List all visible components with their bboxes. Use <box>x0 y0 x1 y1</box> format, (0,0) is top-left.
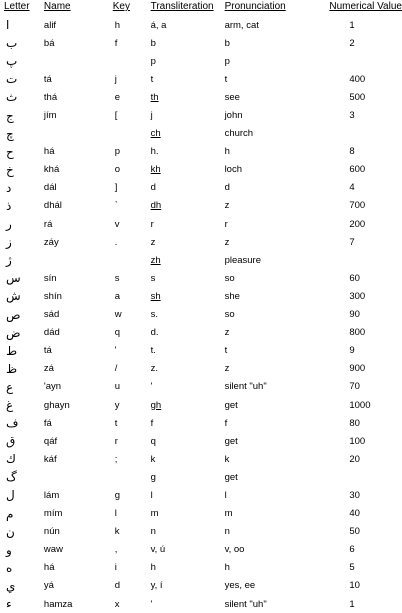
numerical-value-cell: 80 <box>349 417 360 429</box>
transliteration-text: s <box>150 272 156 284</box>
pronunciation-cell: t <box>224 345 228 357</box>
pronunciation-cell: so <box>224 272 235 284</box>
numerical-value-cell: 1 <box>349 19 355 31</box>
letter-cell: ل <box>6 488 15 503</box>
pronunciation-cell: get <box>224 435 238 447</box>
transliteration-cell <box>149 523 223 541</box>
name-cell: sín <box>43 272 57 284</box>
transliteration-cell <box>149 215 223 233</box>
transliteration-cell <box>149 595 223 613</box>
numerical-value-cell: 300 <box>349 290 366 302</box>
name-cell: 'ayn <box>43 381 62 393</box>
pronunciation-cell: z <box>224 363 230 375</box>
table-row <box>2 251 402 269</box>
transliteration-cell <box>149 16 223 34</box>
name-cell <box>42 52 111 70</box>
letter-cell: ح <box>6 144 14 159</box>
numerical-value-cell: 600 <box>349 164 366 176</box>
table-row <box>2 595 402 613</box>
numerical-value-cell: 3 <box>349 110 355 122</box>
letter-cell: ي <box>6 578 16 593</box>
key-cell: ] <box>114 182 118 194</box>
letter-cell: ژ <box>6 253 12 268</box>
name-cell: dád <box>43 327 60 339</box>
table-row <box>2 577 402 595</box>
name-cell: dál <box>43 182 57 194</box>
name-cell: tá <box>43 345 52 357</box>
letter-cell: ش <box>6 289 21 304</box>
transliteration-cell <box>149 251 223 269</box>
transliteration-text: k <box>150 453 156 465</box>
numerical-value-cell <box>327 125 402 143</box>
transliteration-cell <box>149 287 223 305</box>
pronunciation-cell: z <box>224 200 230 212</box>
name-cell: záy <box>43 236 59 248</box>
pronunciation-cell: b <box>224 37 230 49</box>
transliteration-text: ' <box>150 381 153 393</box>
numerical-value-cell: 500 <box>349 91 366 103</box>
name-cell <box>42 468 111 486</box>
letter-cell: ض <box>6 325 21 340</box>
transliteration-text: m <box>150 508 159 520</box>
transliteration-cell <box>149 468 223 486</box>
key-cell: d <box>114 580 121 592</box>
transliteration-cell <box>149 233 223 251</box>
numerical-value-cell: 900 <box>349 363 366 375</box>
pronunciation-cell: she <box>224 290 240 302</box>
key-cell: x <box>114 598 120 610</box>
table-row <box>2 215 402 233</box>
key-cell: . <box>114 236 118 248</box>
letter-cell: و <box>6 542 12 557</box>
transliteration-cell <box>149 34 223 52</box>
transliteration-cell <box>149 197 223 215</box>
numerical-value-cell: 100 <box>349 435 366 447</box>
pronunciation-cell: h <box>224 146 230 158</box>
letter-cell: ز <box>6 235 12 250</box>
header-name: Name <box>43 1 71 12</box>
transliteration-text: d <box>150 182 156 194</box>
key-cell: w <box>114 309 122 321</box>
letter-cell: ق <box>6 434 16 449</box>
pronunciation-cell: n <box>224 526 230 538</box>
key-cell: u <box>114 381 121 393</box>
table-row <box>2 70 402 88</box>
pronunciation-cell: z <box>224 236 230 248</box>
transliteration-cell <box>149 88 223 106</box>
letter-cell: ظ <box>6 361 18 376</box>
transliteration-text: v, ú <box>150 544 166 556</box>
pronunciation-cell: silent "uh" <box>224 381 267 393</box>
key-cell: j <box>114 73 117 85</box>
transliteration-cell <box>149 378 223 396</box>
table-row <box>2 414 402 432</box>
header-numerical-value: Numerical Value <box>329 1 402 12</box>
transliteration-text: h. <box>150 146 159 158</box>
key-cell: e <box>114 91 121 103</box>
letter-cell: ك <box>6 452 16 467</box>
key-cell <box>111 125 149 143</box>
transliteration-text: y, í <box>150 580 163 592</box>
transliteration-cell <box>149 396 223 414</box>
table-row <box>2 88 402 106</box>
key-cell: p <box>114 146 121 158</box>
letter-cell: س <box>6 271 21 286</box>
numerical-value-cell: 50 <box>349 526 360 538</box>
key-cell: r <box>114 435 118 447</box>
transliteration-text: th <box>150 91 159 103</box>
name-cell <box>42 125 111 143</box>
name-cell: jím <box>43 110 57 122</box>
transliteration-text: z <box>150 236 156 248</box>
name-cell: shín <box>43 290 62 302</box>
name-cell: fá <box>43 417 52 429</box>
letter-cell: ع <box>6 379 14 394</box>
name-cell: khá <box>43 164 60 176</box>
table-row <box>2 306 402 324</box>
key-cell: g <box>114 489 121 501</box>
letter-cell: خ <box>6 162 14 177</box>
table-row <box>2 287 402 305</box>
key-cell: h <box>114 19 121 31</box>
name-cell: hamza <box>43 598 73 610</box>
table-body <box>2 16 402 613</box>
key-cell: [ <box>114 110 118 122</box>
letter-cell: م <box>6 506 14 521</box>
transliteration-text: g <box>150 471 156 483</box>
letter-cell: ن <box>6 524 15 539</box>
key-cell <box>111 52 149 70</box>
transliteration-cell <box>149 360 223 378</box>
transliteration-text: sh <box>150 290 161 302</box>
pronunciation-cell: church <box>224 128 254 140</box>
key-cell: q <box>114 327 121 339</box>
pronunciation-cell: silent "uh" <box>224 598 267 610</box>
numerical-value-cell: 2 <box>349 37 355 49</box>
table-row <box>2 52 402 70</box>
key-cell: o <box>114 164 121 176</box>
transliteration-cell <box>149 577 223 595</box>
transliteration-text: z. <box>150 363 158 375</box>
letter-cell: ث <box>6 90 18 105</box>
table-row <box>2 541 402 559</box>
table-row <box>2 34 402 52</box>
pronunciation-cell: see <box>224 91 240 103</box>
transliteration-text: s. <box>150 309 158 321</box>
numerical-value-cell: 8 <box>349 146 355 158</box>
key-cell: i <box>114 562 117 574</box>
numerical-value-cell <box>327 468 402 486</box>
pronunciation-cell: loch <box>224 164 242 176</box>
numerical-value-cell: 1 <box>349 598 355 610</box>
name-cell: dhál <box>43 200 62 212</box>
pronunciation-cell: z <box>224 327 230 339</box>
transliteration-text: kh <box>150 164 161 176</box>
letter-cell: غ <box>6 398 14 413</box>
transliteration-text: dh <box>150 200 162 212</box>
table-row <box>2 486 402 504</box>
pronunciation-cell: p <box>224 55 230 67</box>
name-cell: waw <box>43 544 63 556</box>
key-cell <box>111 468 149 486</box>
transliteration-cell <box>149 179 223 197</box>
transliteration-cell <box>149 125 223 143</box>
transliteration-text: ch <box>150 128 161 140</box>
numerical-value-cell <box>327 52 402 70</box>
table-row <box>2 505 402 523</box>
name-cell: lám <box>43 489 60 501</box>
transliteration-cell <box>149 70 223 88</box>
pronunciation-cell: k <box>224 453 230 465</box>
letter-cell: ف <box>6 416 19 431</box>
name-cell: thá <box>43 91 58 103</box>
name-cell: mím <box>43 508 63 520</box>
letter-cell: گ <box>6 470 17 485</box>
letter-cell: ط <box>6 343 18 358</box>
pronunciation-cell: so <box>224 309 235 321</box>
letter-cell: ب <box>6 36 18 51</box>
table-row <box>2 432 402 450</box>
key-cell: ` <box>114 200 118 212</box>
letter-cell: ر <box>6 217 12 232</box>
numerical-value-cell: 800 <box>349 327 366 339</box>
table-row <box>2 378 402 396</box>
name-cell: alif <box>43 19 57 31</box>
pronunciation-cell: yes, ee <box>224 580 256 592</box>
key-cell: v <box>114 218 120 230</box>
pronunciation-cell: get <box>224 471 238 483</box>
alphabet-table <box>2 1 402 613</box>
key-cell: l <box>114 508 117 520</box>
table-row <box>2 324 402 342</box>
transliteration-text: gh <box>150 399 162 411</box>
header-pronunciation: Pronunciation <box>224 1 286 12</box>
table-row <box>2 523 402 541</box>
transliteration-cell <box>149 106 223 124</box>
table-row <box>2 197 402 215</box>
transliteration-text: á, a <box>150 19 167 31</box>
pronunciation-cell: john <box>224 110 243 122</box>
name-cell: ghayn <box>43 399 70 411</box>
transliteration-text: ' <box>150 598 153 610</box>
letter-cell: ه <box>6 560 13 575</box>
transliteration-text: q <box>150 435 156 447</box>
letter-cell: ذ <box>6 198 12 213</box>
transliteration-text: h <box>150 562 156 574</box>
table-row <box>2 233 402 251</box>
letter-cell: پ <box>6 54 18 69</box>
letter-cell: ء <box>6 597 12 612</box>
letter-cell: د <box>6 180 12 195</box>
table-row <box>2 125 402 143</box>
pronunciation-cell: v, oo <box>224 544 245 556</box>
table-row <box>2 360 402 378</box>
pronunciation-cell: h <box>224 562 230 574</box>
table-row <box>2 468 402 486</box>
transliteration-cell <box>149 414 223 432</box>
pronunciation-cell: get <box>224 399 238 411</box>
transliteration-text: r <box>150 218 154 230</box>
key-cell: / <box>114 363 118 375</box>
table-row <box>2 342 402 360</box>
transliteration-cell <box>149 324 223 342</box>
transliteration-text: d. <box>150 327 159 339</box>
table-row <box>2 179 402 197</box>
name-cell: há <box>43 562 55 574</box>
numerical-value-cell: 400 <box>349 73 366 85</box>
transliteration-text: b <box>150 37 156 49</box>
numerical-value-cell: 9 <box>349 345 355 357</box>
numerical-value-cell: 30 <box>349 489 360 501</box>
numerical-value-cell <box>327 251 402 269</box>
transliteration-cell <box>149 505 223 523</box>
key-cell: ' <box>114 345 117 357</box>
transliteration-text: t. <box>150 345 156 357</box>
table-row <box>2 161 402 179</box>
letter-cell: چ <box>6 126 14 141</box>
pronunciation-cell: d <box>224 182 230 194</box>
transliteration-text: t <box>150 73 154 85</box>
key-cell: k <box>114 526 120 538</box>
header-letter: Letter <box>4 1 30 12</box>
transliteration-text: j <box>150 110 153 122</box>
table-row <box>2 16 402 34</box>
numerical-value-cell: 20 <box>349 453 360 465</box>
name-cell: sád <box>43 309 60 321</box>
key-cell: f <box>114 37 118 49</box>
name-cell <box>42 251 111 269</box>
numerical-value-cell: 40 <box>349 508 360 520</box>
transliteration-cell <box>149 541 223 559</box>
transliteration-cell <box>149 269 223 287</box>
transliteration-cell <box>149 342 223 360</box>
transliteration-cell <box>149 559 223 577</box>
letter-cell: ج <box>6 108 14 123</box>
key-cell: t <box>114 417 118 429</box>
table-row <box>2 396 402 414</box>
numerical-value-cell: 10 <box>349 580 360 592</box>
pronunciation-cell: arm, cat <box>224 19 259 31</box>
transliteration-cell <box>149 143 223 161</box>
numerical-value-cell: 200 <box>349 218 366 230</box>
transliteration-text: l <box>150 489 153 501</box>
header-transliteration: Transliteration <box>150 1 214 12</box>
transliteration-cell <box>149 486 223 504</box>
numerical-value-cell: 70 <box>349 381 360 393</box>
table-row <box>2 106 402 124</box>
pronunciation-cell: f <box>224 417 228 429</box>
pronunciation-cell: t <box>224 73 228 85</box>
table-row <box>2 143 402 161</box>
numerical-value-cell: 7 <box>349 236 355 248</box>
header-row <box>2 1 402 16</box>
numerical-value-cell: 90 <box>349 309 360 321</box>
letter-cell: ا <box>6 18 10 33</box>
key-cell: s <box>114 272 120 284</box>
letter-cell: ت <box>6 72 18 87</box>
key-cell <box>111 251 149 269</box>
numerical-value-cell: 60 <box>349 272 360 284</box>
key-cell: ; <box>114 453 118 465</box>
transliteration-text: p <box>150 55 156 67</box>
name-cell: rá <box>43 218 53 230</box>
transliteration-text: n <box>150 526 156 538</box>
pronunciation-cell: pleasure <box>224 254 262 266</box>
transliteration-text: f <box>150 417 154 429</box>
name-cell: há <box>43 146 55 158</box>
numerical-value-cell: 6 <box>349 544 355 556</box>
pronunciation-cell: m <box>224 508 233 520</box>
header-key: Key <box>112 1 130 12</box>
name-cell: yá <box>43 580 54 592</box>
key-cell: y <box>114 399 120 411</box>
transliteration-text: zh <box>150 254 161 266</box>
name-cell: káf <box>43 453 57 465</box>
name-cell: nún <box>43 526 60 538</box>
pronunciation-cell: l <box>224 489 227 501</box>
key-cell: , <box>114 544 118 556</box>
letter-cell: ص <box>6 307 21 322</box>
numerical-value-cell: 700 <box>349 200 366 212</box>
key-cell: a <box>114 290 121 302</box>
transliteration-cell <box>149 306 223 324</box>
transliteration-cell <box>149 161 223 179</box>
transliteration-cell <box>149 52 223 70</box>
name-cell: tá <box>43 73 52 85</box>
pronunciation-cell: r <box>224 218 228 230</box>
table-row <box>2 269 402 287</box>
table-row <box>2 559 402 577</box>
transliteration-cell <box>149 432 223 450</box>
numerical-value-cell: 5 <box>349 562 355 574</box>
transliteration-cell <box>149 450 223 468</box>
table-row <box>2 450 402 468</box>
name-cell: qáf <box>43 435 58 447</box>
name-cell: bá <box>43 37 55 49</box>
numerical-value-cell: 4 <box>349 182 355 194</box>
numerical-value-cell: 1000 <box>349 399 371 411</box>
name-cell: zá <box>43 363 54 375</box>
